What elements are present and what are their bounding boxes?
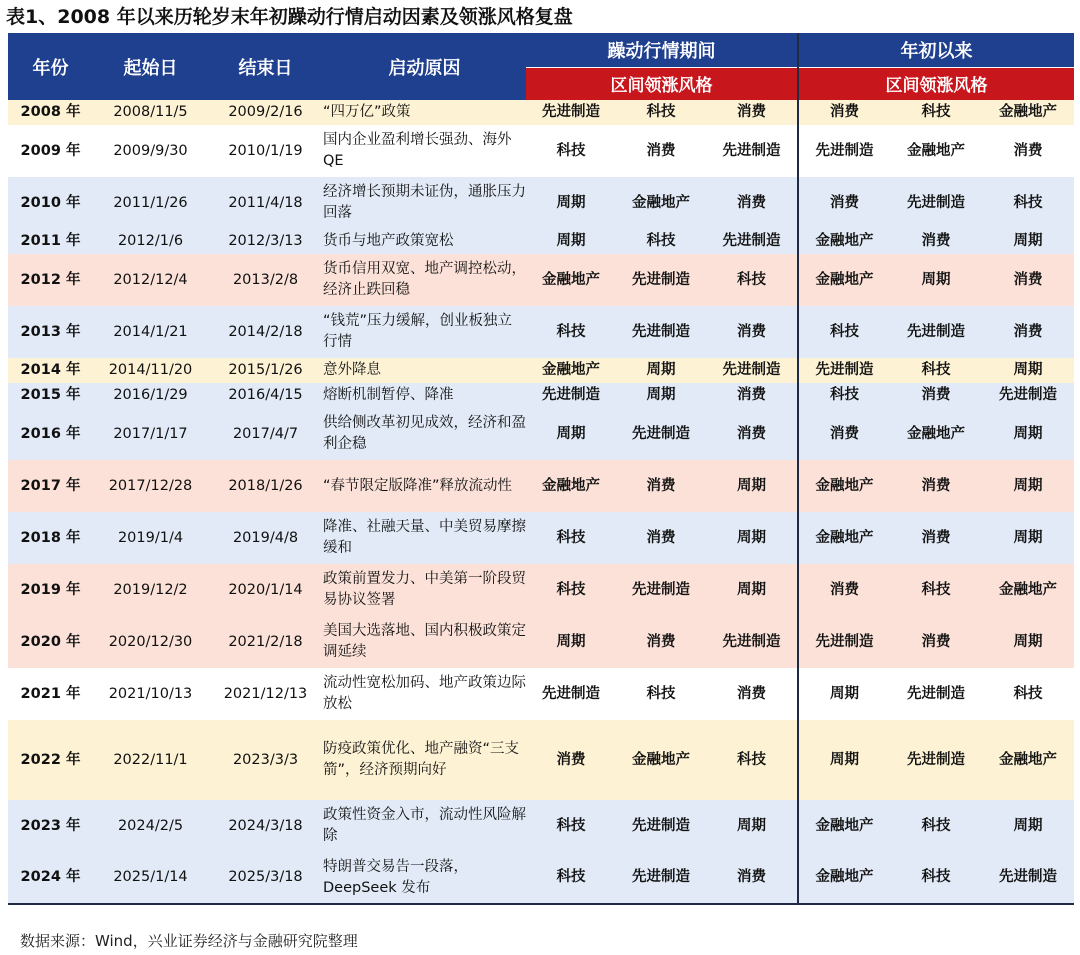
header-reason: 启动原因 <box>323 33 526 100</box>
row-reason: 经济增长预期未证伪，通胀压力回落 <box>323 177 526 229</box>
rally-style-3: 先进制造 <box>706 358 798 383</box>
row-reason: “钱荒”压力缓解，创业板独立行情 <box>323 306 526 358</box>
rally-style-2: 金融地产 <box>616 177 706 229</box>
row-reason: 政策性资金入市，流动性风险解除 <box>323 800 526 852</box>
table-row <box>8 616 1074 668</box>
row-end-date: 2025/3/18 <box>208 852 323 904</box>
row-reason: “四万亿”政策 <box>323 100 526 125</box>
row-start-date: 2017/1/17 <box>93 408 208 460</box>
row-end-date: 2013/2/8 <box>208 254 323 306</box>
rally-style-1: 金融地产 <box>526 254 616 306</box>
ytd-style-1: 消费 <box>798 177 890 229</box>
row-end-date: 2010/1/19 <box>208 125 323 177</box>
header-rally-period: 躁动行情期间 <box>526 33 798 67</box>
rally-style-2: 周期 <box>616 358 706 383</box>
row-reason: 熔断机制暂停、降准 <box>323 383 526 408</box>
rally-style-1: 周期 <box>526 177 616 229</box>
row-reason: 美国大选落地、国内积极政策定调延续 <box>323 616 526 668</box>
rally-style-2: 先进制造 <box>616 306 706 358</box>
ytd-style-2: 先进制造 <box>890 720 982 800</box>
ytd-style-3: 金融地产 <box>982 564 1074 616</box>
market-rally-table <box>8 33 1074 905</box>
rally-style-2: 金融地产 <box>616 720 706 800</box>
table-row <box>8 564 1074 616</box>
rally-style-3: 周期 <box>706 800 798 852</box>
row-start-date: 2022/11/1 <box>93 720 208 800</box>
table-row <box>8 306 1074 358</box>
row-end-date: 2009/2/16 <box>208 100 323 125</box>
rally-style-1: 科技 <box>526 512 616 564</box>
ytd-style-1: 金融地产 <box>798 852 890 904</box>
rally-style-2: 消费 <box>616 512 706 564</box>
ytd-style-2: 科技 <box>890 852 982 904</box>
row-start-date: 2009/9/30 <box>93 125 208 177</box>
table-title: 表1、2008 年以来历轮岁末年初躁动行情启动因素及领涨风格复盘 <box>6 6 573 28</box>
rally-style-1: 金融地产 <box>526 460 616 512</box>
table-body <box>8 100 1074 904</box>
row-start-date: 2025/1/14 <box>93 852 208 904</box>
row-year: 2009 年 <box>8 125 93 177</box>
table-row <box>8 668 1074 720</box>
row-year: 2016 年 <box>8 408 93 460</box>
ytd-style-1: 先进制造 <box>798 616 890 668</box>
ytd-style-2: 科技 <box>890 564 982 616</box>
row-end-date: 2011/4/18 <box>208 177 323 229</box>
rally-style-3: 科技 <box>706 720 798 800</box>
row-year: 2014 年 <box>8 358 93 383</box>
table-row <box>8 229 1074 254</box>
rally-style-1: 消费 <box>526 720 616 800</box>
ytd-style-1: 金融地产 <box>798 229 890 254</box>
row-reason: 供给侧改革初见成效，经济和盈利企稳 <box>323 408 526 460</box>
row-start-date: 2024/2/5 <box>93 800 208 852</box>
rally-style-2: 消费 <box>616 125 706 177</box>
rally-style-1: 金融地产 <box>526 358 616 383</box>
row-start-date: 2020/12/30 <box>93 616 208 668</box>
row-reason: 降准、社融天量、中美贸易摩擦缓和 <box>323 512 526 564</box>
row-year: 2024 年 <box>8 852 93 904</box>
ytd-style-2: 金融地产 <box>890 408 982 460</box>
ytd-style-1: 消费 <box>798 564 890 616</box>
row-start-date: 2014/1/21 <box>93 306 208 358</box>
row-year: 2021 年 <box>8 668 93 720</box>
rally-style-3: 消费 <box>706 100 798 125</box>
table-row <box>8 100 1074 125</box>
rally-style-2: 先进制造 <box>616 852 706 904</box>
row-end-date: 2023/3/3 <box>208 720 323 800</box>
ytd-style-2: 科技 <box>890 800 982 852</box>
ytd-style-3: 金融地产 <box>982 100 1074 125</box>
ytd-style-2: 消费 <box>890 460 982 512</box>
ytd-style-3: 周期 <box>982 358 1074 383</box>
rally-style-1: 科技 <box>526 852 616 904</box>
ytd-style-2: 先进制造 <box>890 306 982 358</box>
row-start-date: 2012/1/6 <box>93 229 208 254</box>
row-year: 2017 年 <box>8 460 93 512</box>
rally-style-1: 科技 <box>526 800 616 852</box>
row-year: 2012 年 <box>8 254 93 306</box>
rally-style-3: 消费 <box>706 306 798 358</box>
ytd-style-1: 科技 <box>798 306 890 358</box>
row-year: 2023 年 <box>8 800 93 852</box>
rally-style-1: 先进制造 <box>526 100 616 125</box>
rally-style-3: 先进制造 <box>706 125 798 177</box>
row-year: 2011 年 <box>8 229 93 254</box>
ytd-style-2: 金融地产 <box>890 125 982 177</box>
row-reason: 流动性宽松加码、地产政策边际放松 <box>323 668 526 720</box>
table-row <box>8 512 1074 564</box>
ytd-style-3: 周期 <box>982 616 1074 668</box>
ytd-style-1: 先进制造 <box>798 358 890 383</box>
rally-style-3: 消费 <box>706 852 798 904</box>
row-reason: 政策前置发力、中美第一阶段贸易协议签署 <box>323 564 526 616</box>
ytd-style-1: 周期 <box>798 720 890 800</box>
header-end-date: 结束日 <box>208 33 323 100</box>
row-end-date: 2015/1/26 <box>208 358 323 383</box>
table-row <box>8 358 1074 383</box>
rally-style-3: 先进制造 <box>706 229 798 254</box>
ytd-style-3: 金融地产 <box>982 720 1074 800</box>
table-row <box>8 800 1074 852</box>
rally-style-1: 科技 <box>526 564 616 616</box>
header-year: 年份 <box>8 33 93 100</box>
ytd-style-3: 周期 <box>982 460 1074 512</box>
rally-style-1: 科技 <box>526 125 616 177</box>
rally-style-2: 周期 <box>616 383 706 408</box>
header-start-date: 起始日 <box>93 33 208 100</box>
row-start-date: 2017/12/28 <box>93 460 208 512</box>
table-row <box>8 408 1074 460</box>
table-row <box>8 254 1074 306</box>
table-row <box>8 383 1074 408</box>
ytd-style-3: 科技 <box>982 177 1074 229</box>
rally-style-3: 消费 <box>706 408 798 460</box>
ytd-style-1: 周期 <box>798 668 890 720</box>
ytd-style-1: 金融地产 <box>798 800 890 852</box>
row-start-date: 2012/12/4 <box>93 254 208 306</box>
row-start-date: 2016/1/29 <box>93 383 208 408</box>
table-row <box>8 460 1074 512</box>
row-reason: “春节限定版降准”释放流动性 <box>323 460 526 512</box>
ytd-style-1: 金融地产 <box>798 254 890 306</box>
ytd-style-1: 金融地产 <box>798 512 890 564</box>
ytd-style-2: 消费 <box>890 512 982 564</box>
rally-style-3: 先进制造 <box>706 616 798 668</box>
row-start-date: 2014/11/20 <box>93 358 208 383</box>
row-start-date: 2021/10/13 <box>93 668 208 720</box>
ytd-style-2: 科技 <box>890 358 982 383</box>
row-end-date: 2012/3/13 <box>208 229 323 254</box>
ytd-style-3: 周期 <box>982 229 1074 254</box>
ytd-style-2: 消费 <box>890 229 982 254</box>
rally-style-2: 先进制造 <box>616 800 706 852</box>
row-year: 2010 年 <box>8 177 93 229</box>
row-end-date: 2016/4/15 <box>208 383 323 408</box>
ytd-style-3: 周期 <box>982 800 1074 852</box>
rally-style-1: 周期 <box>526 408 616 460</box>
table-row <box>8 852 1074 904</box>
row-end-date: 2024/3/18 <box>208 800 323 852</box>
table-row <box>8 177 1074 229</box>
row-end-date: 2014/2/18 <box>208 306 323 358</box>
ytd-style-2: 先进制造 <box>890 668 982 720</box>
ytd-style-3: 消费 <box>982 254 1074 306</box>
rally-style-2: 先进制造 <box>616 564 706 616</box>
row-reason: 货币与地产政策宽松 <box>323 229 526 254</box>
row-start-date: 2019/12/2 <box>93 564 208 616</box>
ytd-style-1: 先进制造 <box>798 125 890 177</box>
ytd-style-3: 科技 <box>982 668 1074 720</box>
ytd-style-3: 周期 <box>982 512 1074 564</box>
ytd-style-3: 消费 <box>982 306 1074 358</box>
row-reason: 国内企业盈利增长强劲、海外 QE <box>323 125 526 177</box>
row-end-date: 2021/12/13 <box>208 668 323 720</box>
rally-style-3: 消费 <box>706 177 798 229</box>
ytd-style-2: 科技 <box>890 100 982 125</box>
row-year: 2018 年 <box>8 512 93 564</box>
row-end-date: 2017/4/7 <box>208 408 323 460</box>
row-end-date: 2019/4/8 <box>208 512 323 564</box>
subheader-rally-leading-style: 区间领涨风格 <box>526 67 798 100</box>
row-reason: 意外降息 <box>323 358 526 383</box>
ytd-style-3: 先进制造 <box>982 852 1074 904</box>
row-year: 2020 年 <box>8 616 93 668</box>
ytd-style-3: 消费 <box>982 125 1074 177</box>
subheader-ytd-leading-style: 区间领涨风格 <box>798 67 1074 100</box>
table-row <box>8 720 1074 800</box>
data-source-note: 数据来源：Wind，兴业证券经济与金融研究院整理 <box>20 932 358 950</box>
rally-style-2: 科技 <box>616 100 706 125</box>
rally-style-1: 先进制造 <box>526 668 616 720</box>
rally-style-2: 消费 <box>616 616 706 668</box>
row-end-date: 2021/2/18 <box>208 616 323 668</box>
ytd-style-1: 科技 <box>798 383 890 408</box>
rally-style-1: 先进制造 <box>526 383 616 408</box>
row-reason: 防疫政策优化、地产融资“三支箭”，经济预期向好 <box>323 720 526 800</box>
rally-style-2: 先进制造 <box>616 408 706 460</box>
row-year: 2022 年 <box>8 720 93 800</box>
table-row <box>8 125 1074 177</box>
rally-style-3: 周期 <box>706 564 798 616</box>
rally-style-3: 周期 <box>706 460 798 512</box>
rally-style-1: 周期 <box>526 616 616 668</box>
rally-style-2: 消费 <box>616 460 706 512</box>
header-ytd: 年初以来 <box>798 33 1074 67</box>
row-year: 2013 年 <box>8 306 93 358</box>
rally-style-3: 消费 <box>706 668 798 720</box>
ytd-style-1: 消费 <box>798 100 890 125</box>
rally-style-1: 科技 <box>526 306 616 358</box>
row-year: 2008 年 <box>8 100 93 125</box>
ytd-style-3: 周期 <box>982 408 1074 460</box>
ytd-style-2: 先进制造 <box>890 177 982 229</box>
rally-style-1: 周期 <box>526 229 616 254</box>
ytd-style-1: 消费 <box>798 408 890 460</box>
rally-style-3: 周期 <box>706 512 798 564</box>
rally-style-3: 科技 <box>706 254 798 306</box>
row-end-date: 2018/1/26 <box>208 460 323 512</box>
rally-style-3: 消费 <box>706 383 798 408</box>
ytd-style-3: 先进制造 <box>982 383 1074 408</box>
row-start-date: 2008/11/5 <box>93 100 208 125</box>
ytd-style-2: 消费 <box>890 383 982 408</box>
row-end-date: 2020/1/14 <box>208 564 323 616</box>
rally-style-2: 科技 <box>616 229 706 254</box>
rally-style-2: 科技 <box>616 668 706 720</box>
ytd-style-2: 周期 <box>890 254 982 306</box>
rally-style-2: 先进制造 <box>616 254 706 306</box>
ytd-style-1: 金融地产 <box>798 460 890 512</box>
row-start-date: 2011/1/26 <box>93 177 208 229</box>
row-year: 2015 年 <box>8 383 93 408</box>
ytd-style-2: 消费 <box>890 616 982 668</box>
table-header <box>8 33 1074 100</box>
row-year: 2019 年 <box>8 564 93 616</box>
row-reason: 货币信用双宽、地产调控松动，经济止跌回稳 <box>323 254 526 306</box>
row-start-date: 2019/1/4 <box>93 512 208 564</box>
row-reason: 特朗普交易告一段落，DeepSeek 发布 <box>323 852 526 904</box>
